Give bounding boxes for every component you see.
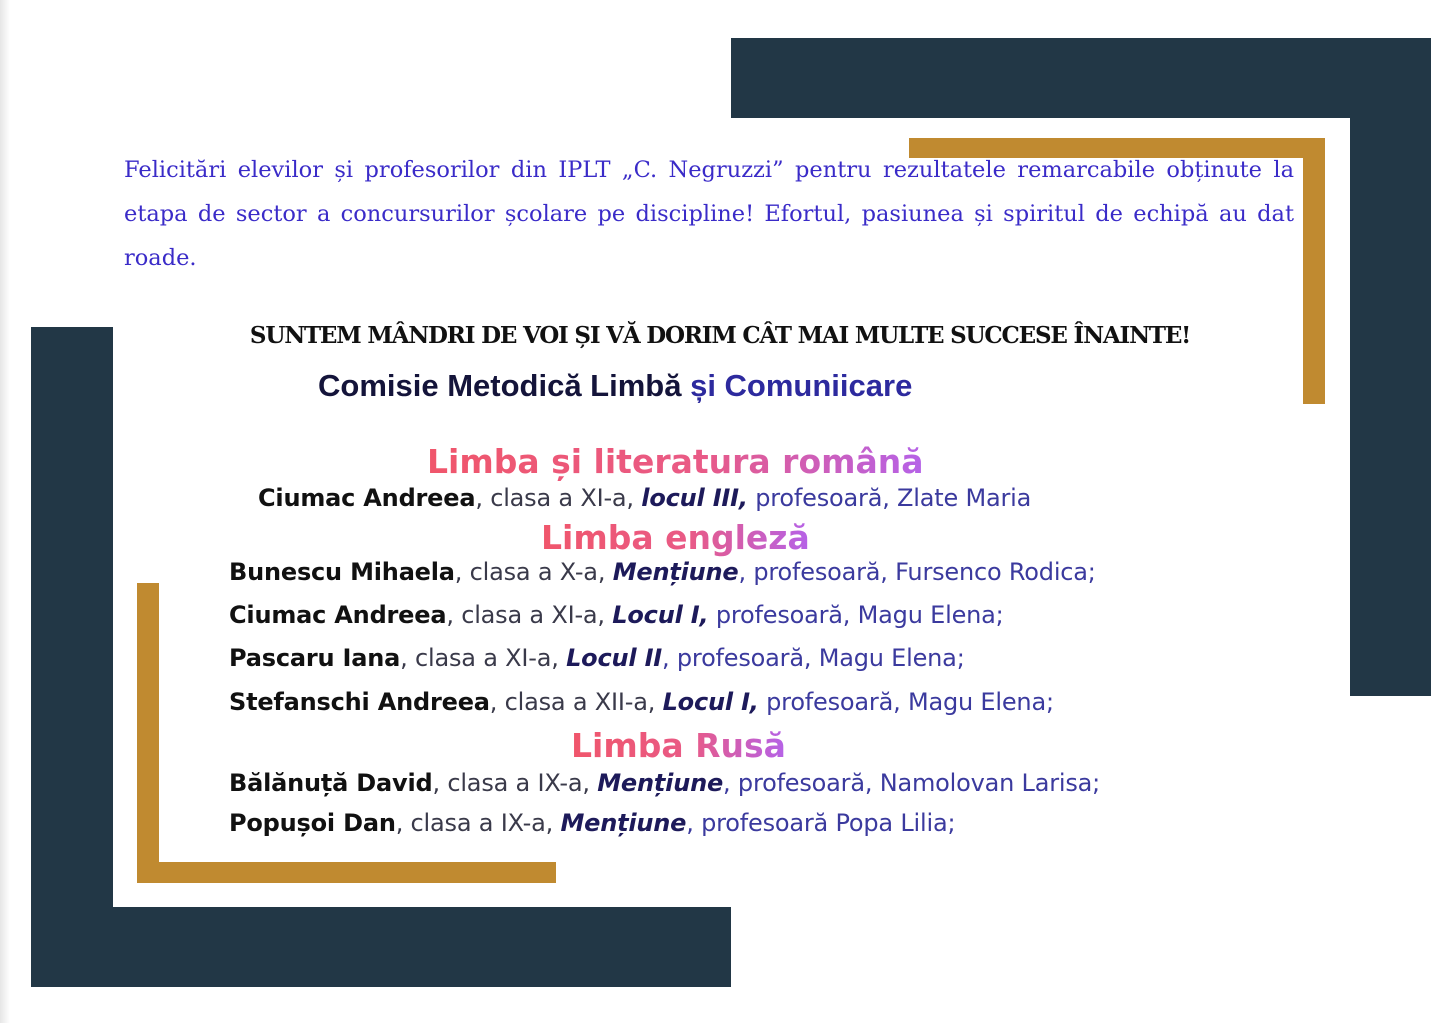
award-text: Mențiune [597,769,724,797]
teacher-text: profesoară, Magu Elena; [708,601,1004,629]
class-text: , clasa a XI-a, [446,601,613,629]
class-text: , clasa a IX-a, [395,809,561,837]
student-name: Popușoi Dan [229,809,396,837]
student-name: Bunescu Mihaela [229,558,455,586]
teacher-text: , profesoară Popa Lilia; [686,809,956,837]
student-name: Stefanschi Andreea [229,688,490,716]
teacher-text: profesoară, Zlate Maria [747,484,1032,512]
intro-paragraph: Felicitări elevilor și profesorilor din IPLT „C. Negruzzi” pentru rezultatele remarcabile obținute la etapa de sector a concursurilor școlare pe discipline! Efortul, pasiunea și spiritul de echipă au dat roade. [124,157,1294,271]
award-text: Locul I, [612,601,709,629]
teacher-text: , profesoară, Magu Elena; [662,644,965,672]
student-name: Pascaru Iana [229,644,401,672]
list-item [229,809,955,837]
student-name: Bălănuță David [229,769,433,797]
list-item [229,558,1096,586]
list-item [229,688,1054,716]
student-name: Ciumac Andreea [258,484,476,512]
class-text: , clasa a XI-a, [475,484,642,512]
list-item [229,644,965,672]
section-title-romanian: Limba și literatura română [427,442,924,481]
commission-title [318,368,912,404]
teacher-text: , profesoară, Namolovan Larisa; [723,769,1101,797]
section-title-russian: Limba Rusă [571,726,786,765]
class-text: , clasa a XI-a, [400,644,567,672]
class-text: , clasa a XII-a, [489,688,663,716]
student-name: Ciumac Andreea [229,601,447,629]
class-text: , clasa a X-a, [454,558,613,586]
list-item [229,769,1100,797]
list-item [229,601,1004,629]
commission-title-part1: Comisie Metodică Limbă [318,368,682,403]
teacher-text: profesoară, Magu Elena; [758,688,1054,716]
commission-title-part2: și Comuniicare [681,368,913,403]
list-item [258,484,1031,512]
class-text: , clasa a IX-a, [432,769,598,797]
award-text: Mențiune [612,558,739,586]
award-text: locul III, [641,484,748,512]
award-text: Locul II [566,644,663,672]
award-text: Mențiune [560,809,687,837]
slogan-heading: SUNTEM MÂNDRI DE VOI ȘI VĂ DORIM CÂT MAI MULTE SUCCESE ÎNAINTE! [249,322,1191,349]
section-title-english: Limba engleză [541,518,810,557]
award-text: Locul I, [662,688,759,716]
teacher-text: , profesoară, Fursenco Rodica; [738,558,1096,586]
